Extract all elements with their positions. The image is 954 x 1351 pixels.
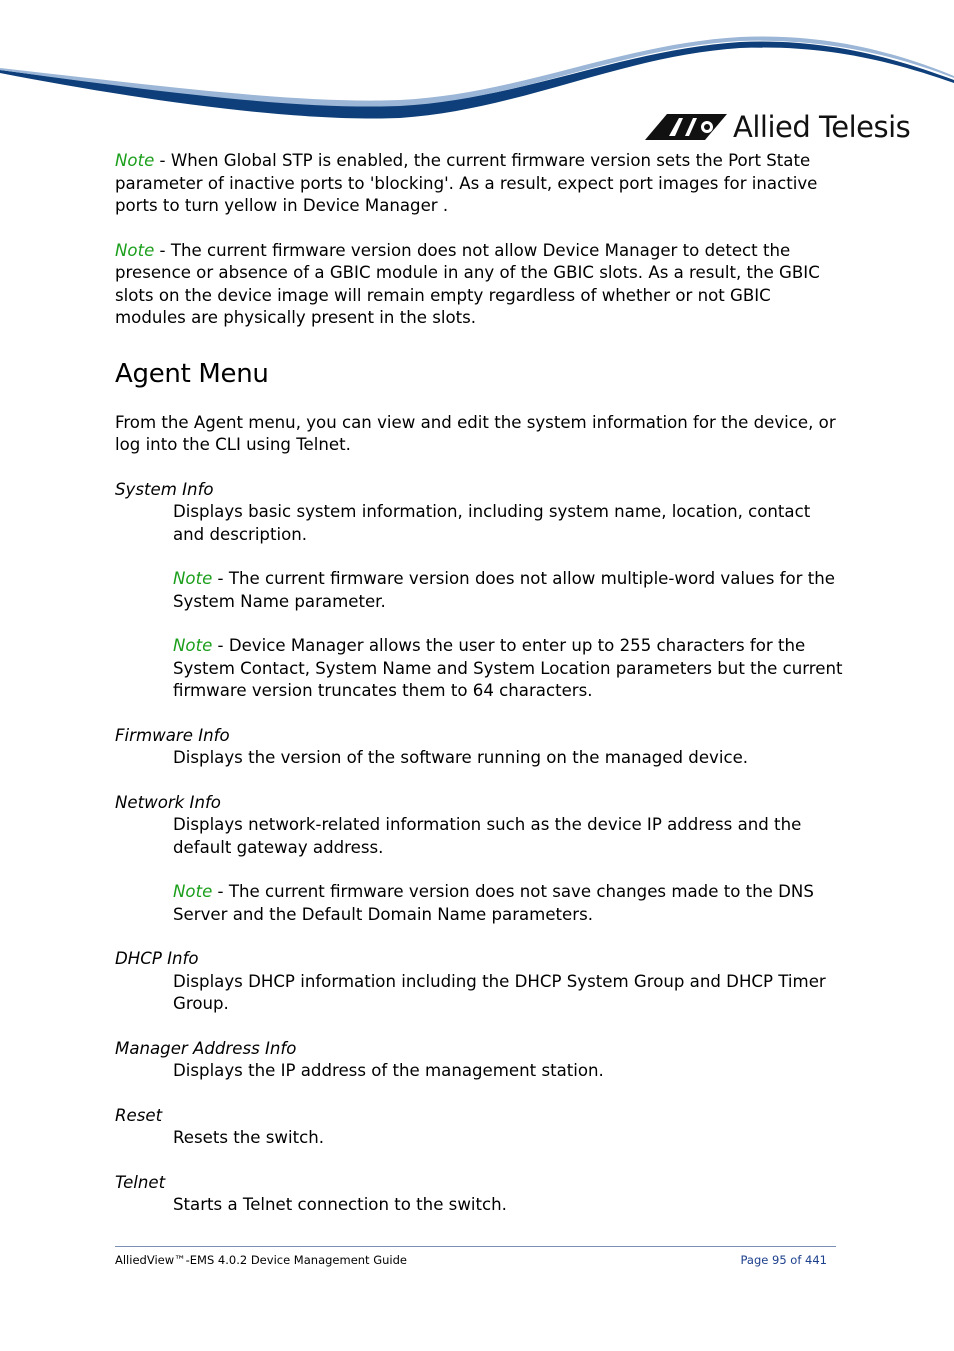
definition-text: Resets the switch. [173,1128,325,1147]
term-telnet: Telnet [115,1172,166,1192]
term-reset: Reset [115,1105,163,1125]
definition-text: Displays network-related information such as the device IP address and the default gateway address. [173,815,802,857]
note-text: - Device Manager allows the user to enter up to 255 characters for the System Contact, System Name and System Location parameters but the current firmware version truncates them to 64 characters. [173,636,843,700]
footer-doc-title: AlliedView™-EMS 4.0.2 Device Management Guide [115,1253,407,1267]
definition-manager-address-info [173,1060,843,1083]
definition-telnet [173,1194,843,1217]
allied-telesis-logo-mark-icon [645,114,727,140]
note-text: - The current firmware version does not allow multiple-word values for the System Name parameter. [173,569,835,611]
definition-text: Starts a Telnet connection to the switch. [173,1195,507,1214]
brand-name: Allied Telesis [733,110,911,144]
footer-divider [115,1246,836,1247]
note-text: - The current firmware version does not allow Device Manager to detect the presence or absence of a GBIC module in any of the GBIC slots. As a result, the GBIC slots on the device image will remain empty regardless of whether or not GBIC modules are physically present in the slots. [115,240,820,327]
section-intro: From the Agent menu, you can view and edit the system information for the device, or log into the CLI using Telnet. [115,412,836,454]
definition-network-info [173,814,843,926]
definition-dhcp-info [173,971,843,1016]
section-heading: Agent Menu [115,358,269,389]
definition-text: Displays the IP address of the management station. [173,1061,604,1080]
page-content [115,150,843,1217]
footer-page-number: Page 95 of 441 [740,1253,827,1267]
note-paragraph [173,635,843,703]
note-label: Note [115,240,155,260]
definition-text: Displays basic system information, including system name, location, contact and description. [173,502,811,544]
note-paragraph [173,881,843,926]
note-paragraph [173,568,843,613]
note-text: - When Global STP is enabled, the current firmware version sets the Port State parameter of inactive ports to 'blocking'. As a result, expect port images for inactive ports to turn yellow in Device Manager . [115,151,818,215]
note-paragraph [115,240,843,330]
definition-text: Displays the version of the software running on the managed device. [173,748,749,767]
note-label: Note [173,882,213,901]
term-firmware-info: Firmware Info [115,725,230,745]
definition-text: Displays DHCP information including the DHCP System Group and DHCP Timer Group. [173,971,826,1013]
note-label: Note [173,636,213,655]
term-system-info: System Info [115,479,214,499]
definition-firmware-info [173,747,843,770]
note-label: Note [115,151,155,170]
allied-telesis-logo [645,110,911,144]
note-paragraph [115,150,843,218]
term-dhcp-info: DHCP Info [115,949,199,968]
definition-reset [173,1127,843,1150]
definition-system-info [173,501,843,703]
term-manager-address-info: Manager Address Info [115,1038,297,1058]
note-label: Note [173,569,213,588]
note-text: - The current firmware version does not save changes made to the DNS Server and the Default Domain Name parameters. [173,882,814,924]
term-network-info: Network Info [115,792,221,812]
